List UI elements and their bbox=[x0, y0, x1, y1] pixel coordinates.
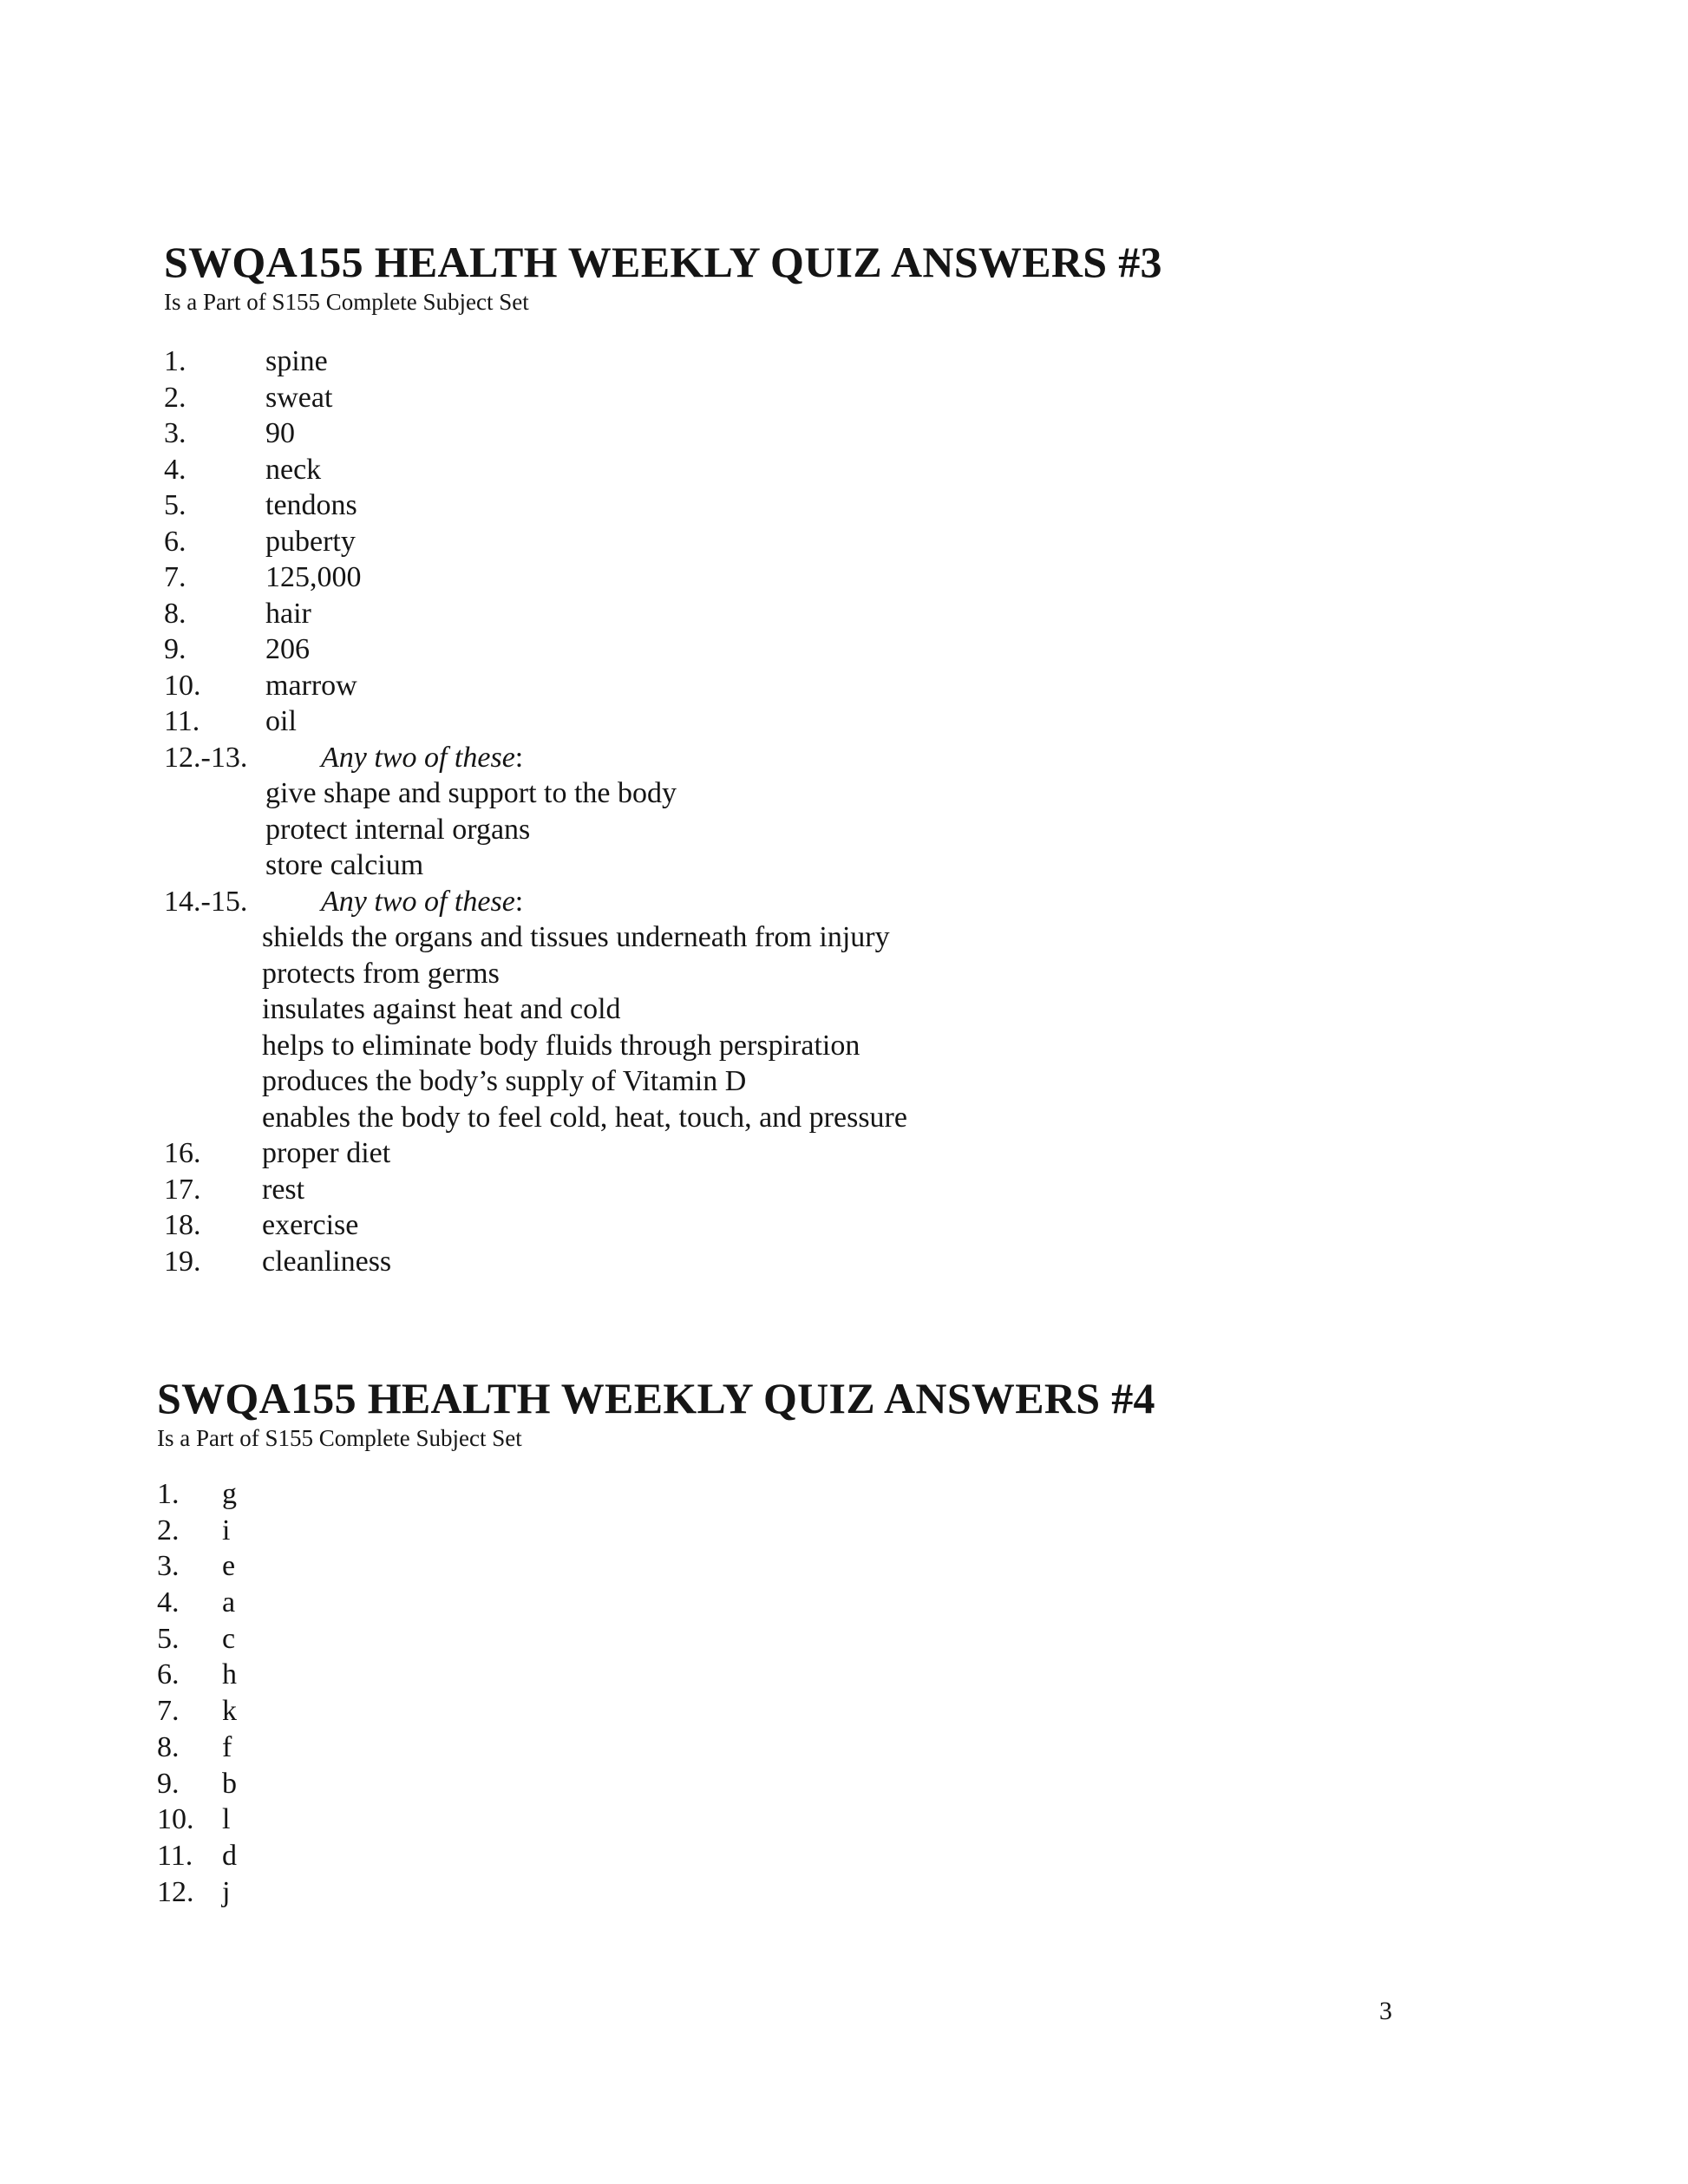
answer-text: i bbox=[222, 1514, 231, 1546]
answer-text: protect internal organs bbox=[265, 813, 531, 846]
answer-row bbox=[164, 631, 1162, 668]
answer-number: 11. bbox=[157, 1839, 193, 1872]
answer-number: 12. bbox=[157, 1875, 194, 1908]
answer-number: 14.-15. bbox=[164, 885, 248, 918]
answer-group-item bbox=[164, 956, 1162, 992]
answer-number: 19. bbox=[164, 1245, 201, 1278]
answer-row bbox=[164, 1172, 1162, 1208]
answer-row bbox=[157, 1657, 1155, 1693]
answer-text: cleanliness bbox=[262, 1245, 392, 1278]
answer-text: h bbox=[222, 1658, 237, 1691]
answer-group-item bbox=[164, 775, 1162, 812]
answer-row bbox=[164, 703, 1162, 740]
answer-row bbox=[157, 1874, 1155, 1911]
quiz-4-answer-list bbox=[157, 1476, 1155, 1910]
answer-row bbox=[157, 1513, 1155, 1549]
answer-text: proper diet bbox=[262, 1137, 391, 1169]
answer-text: helps to eliminate body fluids through perspiration bbox=[262, 1029, 860, 1062]
answer-number: 1. bbox=[164, 345, 186, 377]
answer-text: d bbox=[222, 1839, 237, 1872]
answer-number: 7. bbox=[157, 1695, 180, 1728]
answer-number: 10. bbox=[157, 1803, 194, 1836]
answer-text: sweat bbox=[265, 381, 333, 414]
answer-row bbox=[164, 487, 1162, 524]
answer-number: 17. bbox=[164, 1173, 201, 1206]
answer-group-label: Any two of these: bbox=[321, 885, 524, 918]
answer-number: 9. bbox=[157, 1767, 180, 1800]
answer-number: 8. bbox=[157, 1730, 180, 1763]
answer-text: marrow bbox=[265, 669, 357, 702]
answer-number: 12.-13. bbox=[164, 741, 248, 774]
answer-text: a bbox=[222, 1586, 236, 1619]
answer-text: g bbox=[222, 1478, 237, 1510]
answer-number: 3. bbox=[157, 1550, 180, 1583]
answer-number: 2. bbox=[157, 1514, 180, 1546]
answer-row bbox=[164, 524, 1162, 560]
answer-row bbox=[164, 452, 1162, 488]
answer-number: 11. bbox=[164, 705, 200, 737]
answer-group-header bbox=[164, 740, 1162, 776]
answer-row bbox=[157, 1838, 1155, 1874]
answer-number: 10. bbox=[164, 669, 201, 702]
answer-text: exercise bbox=[262, 1209, 359, 1241]
answer-row bbox=[164, 343, 1162, 380]
answer-row bbox=[164, 380, 1162, 416]
answer-text: e bbox=[222, 1550, 236, 1583]
answer-text: b bbox=[222, 1767, 237, 1800]
answer-text: spine bbox=[265, 345, 328, 377]
answer-group-item bbox=[164, 812, 1162, 848]
answer-text: k bbox=[222, 1695, 237, 1728]
answer-text: f bbox=[222, 1730, 232, 1763]
answer-text: j bbox=[222, 1875, 231, 1908]
answer-row bbox=[157, 1476, 1155, 1513]
answer-group-header bbox=[164, 884, 1162, 920]
quiz-4-section bbox=[157, 1372, 1155, 1910]
answer-row bbox=[164, 1244, 1162, 1280]
answer-row bbox=[157, 1801, 1155, 1838]
answer-text: oil bbox=[265, 705, 297, 737]
answer-text: produces the body’s supply of Vitamin D bbox=[262, 1065, 747, 1097]
answer-text: 206 bbox=[265, 633, 310, 665]
answer-group-item bbox=[164, 847, 1162, 884]
answer-text: insulates against heat and cold bbox=[262, 993, 621, 1025]
answer-text: store calcium bbox=[265, 849, 424, 881]
answer-row bbox=[164, 415, 1162, 452]
answer-group-item bbox=[164, 919, 1162, 956]
answer-row bbox=[164, 1135, 1162, 1172]
quiz-3-subtitle: Is a Part of S155 Complete Subject Set bbox=[164, 289, 529, 315]
quiz-3-answer-list bbox=[164, 343, 1162, 1279]
answer-row bbox=[164, 559, 1162, 596]
answer-number: 7. bbox=[164, 561, 186, 593]
answer-row bbox=[164, 668, 1162, 704]
answer-text: neck bbox=[265, 453, 322, 486]
answer-text: shields the organs and tissues underneath from injury bbox=[262, 921, 890, 953]
answer-number: 18. bbox=[164, 1209, 201, 1241]
answer-text: 125,000 bbox=[265, 561, 362, 593]
answer-row bbox=[157, 1621, 1155, 1658]
answer-group-item bbox=[164, 1028, 1162, 1064]
answer-text: 90 bbox=[265, 417, 295, 449]
answer-text: c bbox=[222, 1622, 236, 1655]
answer-row bbox=[157, 1548, 1155, 1585]
answer-number: 4. bbox=[157, 1586, 180, 1619]
answer-number: 8. bbox=[164, 597, 186, 630]
answer-number: 4. bbox=[164, 453, 186, 486]
answer-group-item bbox=[164, 1100, 1162, 1136]
answer-group-item bbox=[164, 1063, 1162, 1100]
answer-group-label: Any two of these: bbox=[321, 741, 524, 774]
answer-group-item bbox=[164, 991, 1162, 1028]
quiz-4-title: SWQA155 HEALTH WEEKLY QUIZ ANSWERS #4 bbox=[157, 1374, 1155, 1422]
answer-row bbox=[164, 1207, 1162, 1244]
answer-number: 9. bbox=[164, 633, 186, 665]
answer-row bbox=[157, 1585, 1155, 1621]
answer-row bbox=[157, 1766, 1155, 1802]
answer-text: tendons bbox=[265, 489, 357, 521]
quiz-3-section bbox=[164, 236, 1162, 1279]
answer-number: 16. bbox=[164, 1137, 201, 1169]
answer-text: protects from germs bbox=[262, 957, 500, 990]
page-number: 3 bbox=[1379, 1997, 1392, 2025]
answer-row bbox=[157, 1730, 1155, 1766]
answer-number: 6. bbox=[164, 525, 186, 558]
answer-number: 6. bbox=[157, 1658, 180, 1691]
answer-row bbox=[157, 1693, 1155, 1730]
answer-number: 1. bbox=[157, 1478, 180, 1510]
answer-number: 2. bbox=[164, 381, 186, 414]
answer-text: rest bbox=[262, 1173, 305, 1206]
answer-row bbox=[164, 596, 1162, 632]
answer-text: enables the body to feel cold, heat, touch, and pressure bbox=[262, 1101, 907, 1134]
answer-text: l bbox=[222, 1803, 231, 1836]
answer-text: puberty bbox=[265, 525, 356, 558]
answer-number: 3. bbox=[164, 417, 186, 449]
answer-number: 5. bbox=[157, 1622, 180, 1655]
answer-text: hair bbox=[265, 597, 311, 630]
answer-text: give shape and support to the body bbox=[265, 777, 677, 809]
answer-number: 5. bbox=[164, 489, 186, 521]
quiz-4-subtitle: Is a Part of S155 Complete Subject Set bbox=[157, 1425, 522, 1451]
quiz-3-title: SWQA155 HEALTH WEEKLY QUIZ ANSWERS #3 bbox=[164, 238, 1162, 286]
